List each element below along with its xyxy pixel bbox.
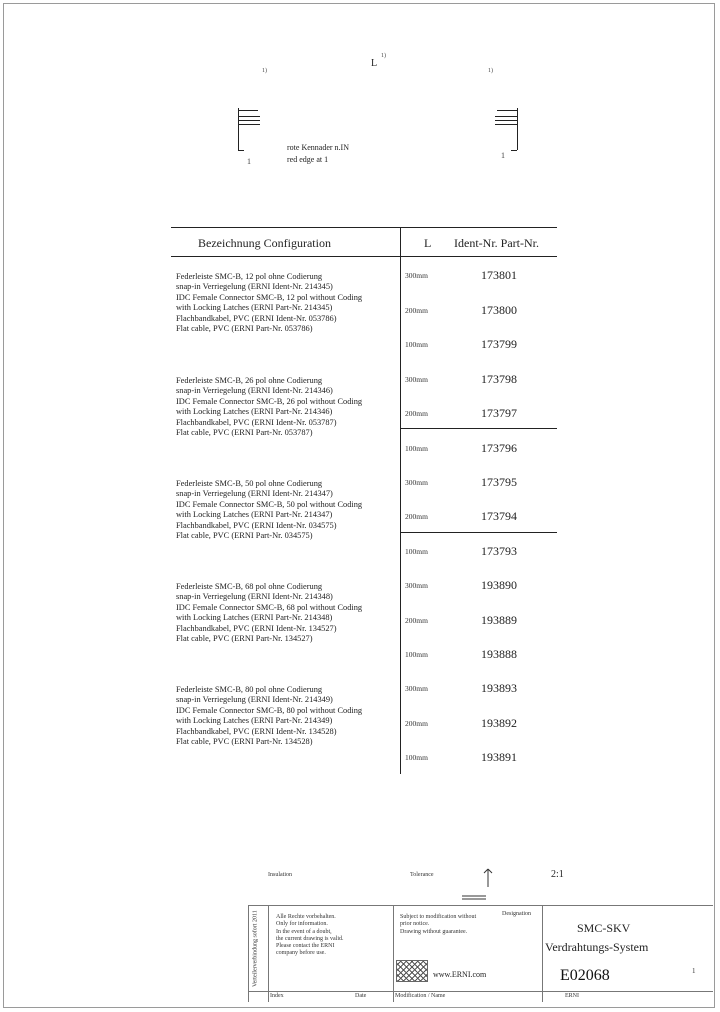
marker-left: 1 xyxy=(247,157,251,166)
description-line: with Locking Latches (ERNI Part-Nr. 214347) xyxy=(176,510,333,520)
description-line: Flat cable, PVC (ERNI Part-Nr. 053787) xyxy=(176,428,313,438)
vertical-revision-text: Verteilerverbindung sofort 2011 xyxy=(252,910,259,988)
modification-note xyxy=(400,914,476,936)
dimension-right-label: 1) xyxy=(488,68,493,74)
red-edge-note-en: red edge at 1 xyxy=(287,155,329,164)
part-number: 173796 xyxy=(481,441,517,455)
tolerance-label: Tolerance xyxy=(410,872,434,878)
description-line: snap-in Verriegelung (ERNI Ident-Nr. 214349) xyxy=(176,695,333,705)
designation-label: Designation xyxy=(502,911,531,917)
part-number: 193893 xyxy=(481,681,517,695)
description-line: Flat cable, PVC (ERNI Part-Nr. 053786) xyxy=(176,324,313,334)
dimension-left-label: 1) xyxy=(262,68,267,74)
projection-symbol xyxy=(462,865,502,905)
copyright-line: company before use. xyxy=(276,950,326,957)
description-line: with Locking Latches (ERNI Part-Nr. 214346) xyxy=(176,407,333,417)
header-designation: Bezeichnung Configuration xyxy=(198,236,331,250)
description-line: Federleiste SMC-B, 50 pol ohne Codierung xyxy=(176,479,323,488)
group-description xyxy=(176,479,362,541)
copyright-line: In the event of a doubt, xyxy=(276,928,332,935)
title-block-left-edge xyxy=(248,905,249,1002)
length-value: 100mm xyxy=(405,650,428,659)
group-description xyxy=(176,272,362,334)
scale-value: 2:1 xyxy=(551,869,564,880)
part-number: 173797 xyxy=(481,406,517,420)
group-description xyxy=(176,376,362,438)
length-value: 200mm xyxy=(405,306,428,315)
length-value: 300mm xyxy=(405,271,428,280)
note-line: Drawing without guarantee. xyxy=(400,928,468,935)
description-line: with Locking Latches (ERNI Part-Nr. 214349) xyxy=(176,716,333,726)
length-value: 200mm xyxy=(405,409,428,418)
part-number: 173800 xyxy=(481,303,517,317)
erni-logo xyxy=(396,960,428,982)
title-block-top-rule xyxy=(248,905,713,906)
description-line: Federleiste SMC-B, 80 pol ohne Codierung xyxy=(176,685,323,694)
part-number: 173801 xyxy=(481,268,517,282)
description-line: snap-in Verriegelung (ERNI Ident-Nr. 214347) xyxy=(176,489,333,499)
length-value: 300mm xyxy=(405,684,428,693)
insulation-label: Insulation xyxy=(268,872,292,878)
description-line: IDC Female Connector SMC-B, 12 pol without Coding xyxy=(176,292,363,302)
sheet-number: 1 xyxy=(692,967,696,975)
description-line: Flachbandkabel, PVC (ERNI Ident-Nr. 134528) xyxy=(176,726,337,736)
group-description xyxy=(176,582,362,644)
bottom-label-erni: ERNI xyxy=(565,993,579,999)
part-number: 173799 xyxy=(481,337,517,351)
group-divider xyxy=(400,428,557,429)
description-line: Flachbandkabel, PVC (ERNI Ident-Nr. 134527) xyxy=(176,623,337,633)
dimension-l-label: L xyxy=(371,58,378,69)
length-value: 100mm xyxy=(405,753,428,762)
part-number: 193888 xyxy=(481,647,517,661)
note-line: Subject to modification without xyxy=(400,914,477,920)
note-line: prior notice. xyxy=(400,921,430,928)
description-line: IDC Female Connector SMC-B, 50 pol without Coding xyxy=(176,499,363,509)
website: www.ERNI.com xyxy=(433,970,487,979)
description-line: IDC Female Connector SMC-B, 68 pol without Coding xyxy=(176,602,363,612)
title-block-divider xyxy=(393,905,394,1002)
part-number: 173795 xyxy=(481,475,517,489)
description-line: Flat cable, PVC (ERNI Part-Nr. 034575) xyxy=(176,531,313,541)
part-number: 193892 xyxy=(481,716,517,730)
part-number: 173793 xyxy=(481,544,517,558)
dimension-l-superscript: 1) xyxy=(381,53,386,59)
title-block-divider xyxy=(542,905,543,1002)
group-divider xyxy=(400,532,557,533)
description-line: Flachbandkabel, PVC (ERNI Ident-Nr. 034575) xyxy=(176,520,337,530)
title-block xyxy=(0,860,720,1012)
header-part-number: Ident-Nr. Part-Nr. xyxy=(454,236,539,250)
description-line: Federleiste SMC-B, 26 pol ohne Codierung xyxy=(176,376,323,385)
bottom-label-index: Index xyxy=(270,993,284,999)
part-number: 173798 xyxy=(481,372,517,386)
length-value: 200mm xyxy=(405,616,428,625)
length-value: 200mm xyxy=(405,512,428,521)
description-line: Flachbandkabel, PVC (ERNI Ident-Nr. 053787) xyxy=(176,417,337,427)
length-value: 100mm xyxy=(405,547,428,556)
description-line: IDC Female Connector SMC-B, 26 pol without Coding xyxy=(176,396,363,406)
length-value: 300mm xyxy=(405,581,428,590)
title-line-1: SMC-SKV xyxy=(577,921,631,935)
description-line: Federleiste SMC-B, 68 pol ohne Codierung xyxy=(176,582,323,591)
part-number: 173794 xyxy=(481,509,517,523)
length-value: 100mm xyxy=(405,444,428,453)
table-column-divider xyxy=(400,227,401,774)
copyright-note xyxy=(276,914,343,958)
length-value: 200mm xyxy=(405,719,428,728)
description-line: snap-in Verriegelung (ERNI Ident-Nr. 214345) xyxy=(176,282,333,292)
part-number: 193890 xyxy=(481,578,517,592)
description-line: Federleiste SMC-B, 12 pol ohne Codierung xyxy=(176,272,323,281)
length-value: 100mm xyxy=(405,340,428,349)
description-line: snap-in Verriegelung (ERNI Ident-Nr. 214348) xyxy=(176,592,333,602)
copyright-line: Only for information. xyxy=(276,921,328,928)
bottom-label-date: Date xyxy=(355,993,367,999)
table-header-rule xyxy=(171,256,557,257)
drawing-number: E02068 xyxy=(560,967,610,984)
copyright-line: Alle Rechte vorbehalten. xyxy=(276,914,336,920)
copyright-line: Please contact the ERNI xyxy=(276,943,335,950)
marker-right: 1 xyxy=(501,151,505,160)
description-line: Flat cable, PVC (ERNI Part-Nr. 134528) xyxy=(176,737,313,747)
title-line-2: Verdrahtungs-System xyxy=(545,940,649,954)
title-block-divider xyxy=(268,905,269,1002)
bottom-label-modification: Modification / Name xyxy=(395,993,446,999)
red-edge-note-de: rote Kennader n.IN xyxy=(287,143,349,152)
copyright-line: the current drawing is valid. xyxy=(276,935,344,942)
header-length: L xyxy=(424,236,432,250)
description-line: Flachbandkabel, PVC (ERNI Ident-Nr. 053786) xyxy=(176,313,337,323)
part-number: 193891 xyxy=(481,750,517,764)
part-number: 193889 xyxy=(481,613,517,627)
description-line: snap-in Verriegelung (ERNI Ident-Nr. 214346) xyxy=(176,386,333,396)
description-line: IDC Female Connector SMC-B, 80 pol without Coding xyxy=(176,705,363,715)
description-line: with Locking Latches (ERNI Part-Nr. 214345) xyxy=(176,303,333,313)
group-description xyxy=(176,685,362,747)
length-value: 300mm xyxy=(405,375,428,384)
length-value: 300mm xyxy=(405,478,428,487)
description-line: Flat cable, PVC (ERNI Part-Nr. 134527) xyxy=(176,634,313,644)
table-top-rule xyxy=(171,227,557,228)
title-block-bottom-rule xyxy=(248,991,713,992)
description-line: with Locking Latches (ERNI Part-Nr. 214348) xyxy=(176,613,333,623)
